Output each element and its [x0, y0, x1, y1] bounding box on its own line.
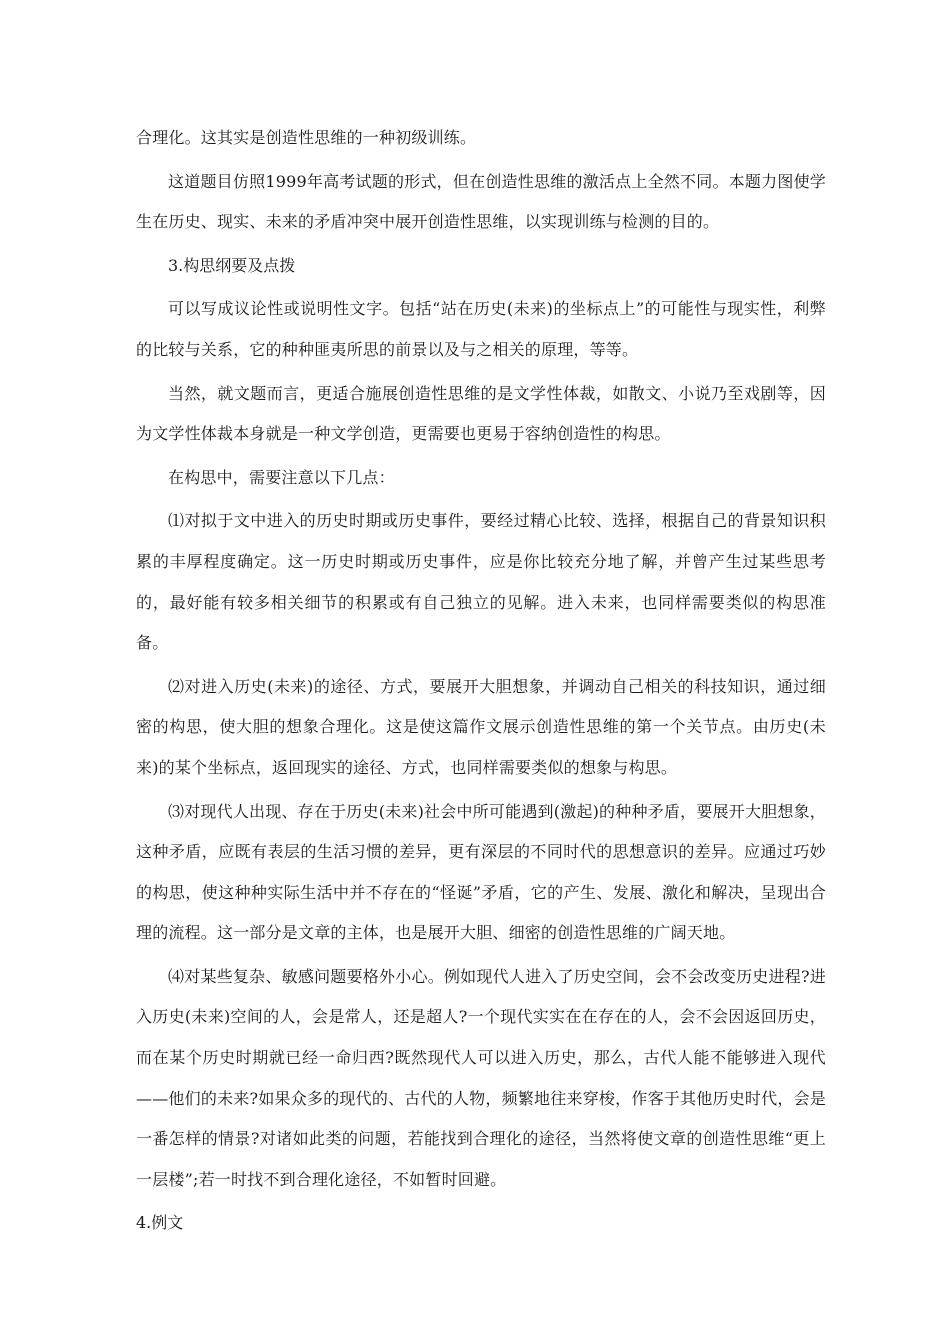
- paragraph-notes-intro: 在构思中，需要注意以下几点：: [168, 467, 395, 487]
- paragraph-point-3: ⑶对现代人出现、存在于历史(未来)社会中所可能遇到(激起)的种种矛盾，要展开大胆想象，这种矛盾，应既有表层的生活习惯的差异，更有深层的不同时代的思想意识的差异。应通过巧妙的构思，使这种种实际生活中并不存在的“怪诞”矛盾，它的产生、发展、激化和解决，呈现出合理的流程。这一部分是文章的主体，也是展开大胆、细密的创造性思维的广阔天地。: [136, 801, 826, 943]
- paragraph-argumentative-option: 可以写成议论性或说明性文字。包括“站在历史(未来)的坐标点上”的可能性与现实性，利弊的比较与关系，它的种种匪夷所思的前景以及与之相关的原理，等等。: [136, 299, 826, 359]
- section-heading-example: 4.例文: [136, 1213, 184, 1233]
- paragraph-point-2: ⑵对进入历史(未来)的途径、方式，要展开大胆想象，并调动自己相关的科技知识，通过细密的构思，使大胆的想象合理化。这是使这篇作文展示创造性思维的第一个关节点。由历史(未来)的某个坐标点，返回现实的途径、方式，也同样需要类似的想象与构思。: [136, 676, 826, 777]
- paragraph-question-intent: 这道题目仿照1999年高考试题的形式，但在创造性思维的激活点上全然不同。本题力图使学生在历史、现实、未来的矛盾冲突中展开创造性思维，以实现训练与检测的目的。: [136, 171, 826, 232]
- paragraph-point-1: ⑴对拟于文中进入的历史时期或历史事件，要经过精心比较、选择，根据自己的背景知识积累的丰厚程度确定。这一历史时期或历史事件，应是你比较充分地了解，并曾产生过某些思考的，最好能有较多相关细节的积累或有自己独立的见解。进入未来，也同样需要类似的构思准备。: [136, 511, 826, 653]
- paragraph-continuation: 合理化。这其实是创造性思维的一种初级训练。: [136, 128, 477, 147]
- document-page: [136, 118, 826, 1247]
- paragraph-point-4: ⑷对某些复杂、敏感问题要格外小心。例如现代人进入了历史空间，会不会改变历史进程?进入历史(未来)空间的人，会是常人，还是超人?一个现代实实在在存在的人，会不会因返回历史，而在某个历史时期就已经一命归西?既然现代人可以进入历史，那么，古代人能不能够进入现代——他们的未来?如果众多的现代的、古代的人物，频繁地往来穿梭，作客于其他历史时代，会是一番怎样的情景?对诸如此类的问题，若能找到合理化的途径，当然将使文章的创造性思维“更上一层楼”;若一时找不到合理化途径，不如暂时回避。: [136, 966, 826, 1189]
- paragraph-literary-option: 当然，就文题而言，更适合施展创造性思维的是文学性体裁，如散文、小说乃至戏剧等，因为文学性体裁本身就是一种文学创造，更需要也更易于容纳创造性的构思。: [136, 383, 826, 444]
- section-heading-outline: 3.构思纲要及点拨: [168, 255, 296, 275]
